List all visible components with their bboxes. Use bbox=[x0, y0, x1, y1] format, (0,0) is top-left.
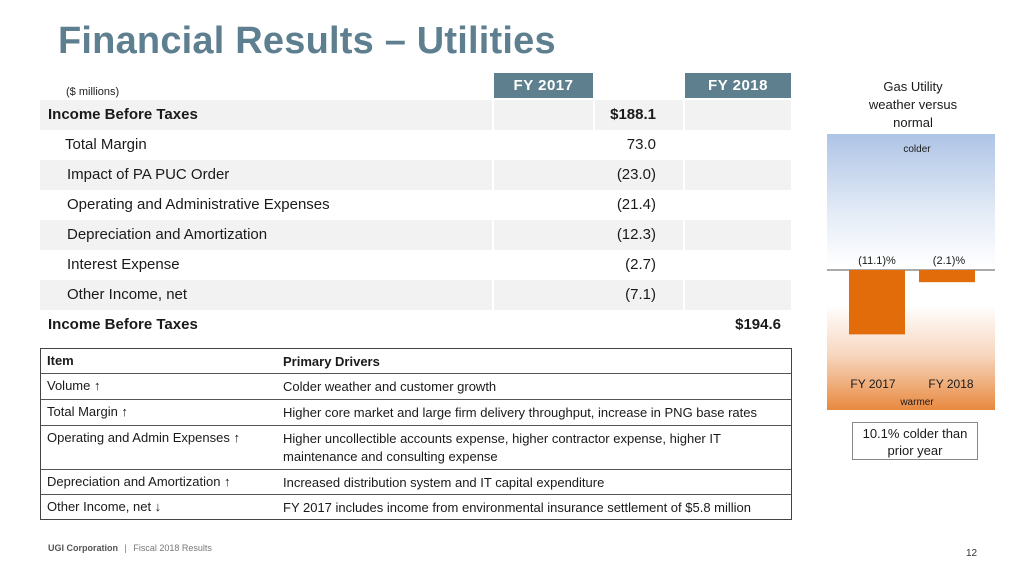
bar-fy-2017 bbox=[849, 270, 905, 334]
row-value: (2.7) bbox=[625, 256, 656, 273]
start-value: $188.1 bbox=[610, 106, 656, 123]
x-tick-label: FY 2018 bbox=[928, 377, 974, 391]
drivers-table bbox=[40, 348, 792, 520]
driver-item: Depreciation and Amortization ↑ bbox=[47, 474, 231, 489]
row-label: Impact of PA PUC Order bbox=[67, 166, 230, 183]
footer-separator: | bbox=[124, 543, 127, 553]
row-value: (12.3) bbox=[616, 226, 656, 243]
table-row bbox=[41, 425, 791, 469]
footer-text: Fiscal 2018 Results bbox=[133, 543, 212, 553]
driver-text: FY 2017 includes income from environmental insurance settlement of $5.8 million bbox=[283, 500, 751, 515]
warmer-label: warmer bbox=[900, 397, 934, 408]
table-row bbox=[41, 469, 791, 494]
row-value: (7.1) bbox=[625, 286, 656, 303]
table-row bbox=[41, 494, 791, 520]
data-label: (2.1)% bbox=[932, 255, 966, 267]
driver-item: Volume ↑ bbox=[47, 378, 101, 393]
driver-text: Increased distribution system and IT capital expenditure bbox=[283, 475, 605, 490]
row-label: Operating and Administrative Expenses bbox=[67, 196, 330, 213]
bar-fy-2018 bbox=[919, 270, 975, 282]
row-label: Depreciation and Amortization bbox=[67, 226, 268, 243]
end-value: $194.6 bbox=[735, 316, 781, 333]
start-label: Income Before Taxes bbox=[48, 106, 198, 123]
driver-text: Colder weather and customer growth bbox=[283, 379, 497, 394]
table-row bbox=[41, 399, 791, 425]
table-row bbox=[40, 130, 791, 160]
x-tick-label: FY 2017 bbox=[850, 377, 896, 391]
drivers-header-row bbox=[41, 349, 791, 373]
column-header-fy2018: FY 2018 bbox=[685, 73, 791, 98]
table-row bbox=[40, 220, 791, 250]
row-label: Total Margin bbox=[65, 136, 147, 153]
data-label: (11.1)% bbox=[858, 255, 896, 267]
table-row bbox=[40, 160, 791, 190]
driver-item: Other Income, net ↓ bbox=[47, 499, 162, 514]
row-value: (21.4) bbox=[616, 196, 656, 213]
driver-item: Total Margin ↑ bbox=[47, 404, 128, 419]
column-header-fy2017: FY 2017 bbox=[494, 73, 593, 98]
footer bbox=[48, 543, 212, 553]
gas-chart-title: Gas Utility weather versus normal bbox=[868, 79, 958, 130]
drivers-header-drivers: Primary Drivers bbox=[283, 354, 380, 369]
unit-note: ($ millions) bbox=[66, 86, 120, 98]
start-row bbox=[40, 100, 791, 130]
gas-weather-chart bbox=[827, 134, 995, 410]
table-row bbox=[40, 250, 791, 280]
footer-company: UGI Corporation bbox=[48, 543, 118, 553]
driver-text: Higher uncollectible accounts expense, higher contractor expense, higher IT maintenance and consulting expense bbox=[283, 431, 721, 464]
table-row bbox=[40, 190, 791, 220]
gas-chart-callout: 10.1% colder than prior year bbox=[852, 422, 978, 460]
row-label: Interest Expense bbox=[67, 256, 180, 273]
drivers-header-item: Item bbox=[47, 353, 74, 368]
page-number: 12 bbox=[966, 548, 978, 559]
end-label: Income Before Taxes bbox=[48, 316, 198, 333]
table-row bbox=[40, 280, 791, 310]
table-row bbox=[41, 373, 791, 399]
driver-item: Operating and Admin Expenses ↑ bbox=[47, 430, 240, 445]
row-value: (23.0) bbox=[616, 166, 656, 183]
end-row bbox=[40, 310, 791, 340]
page-title: Financial Results – Utilities bbox=[58, 20, 556, 62]
colder-label: colder bbox=[903, 144, 931, 155]
row-label: Other Income, net bbox=[67, 286, 188, 303]
row-value: 73.0 bbox=[626, 136, 656, 153]
driver-text: Higher core market and large firm delivery throughput, increase in PNG base rates bbox=[283, 405, 757, 420]
